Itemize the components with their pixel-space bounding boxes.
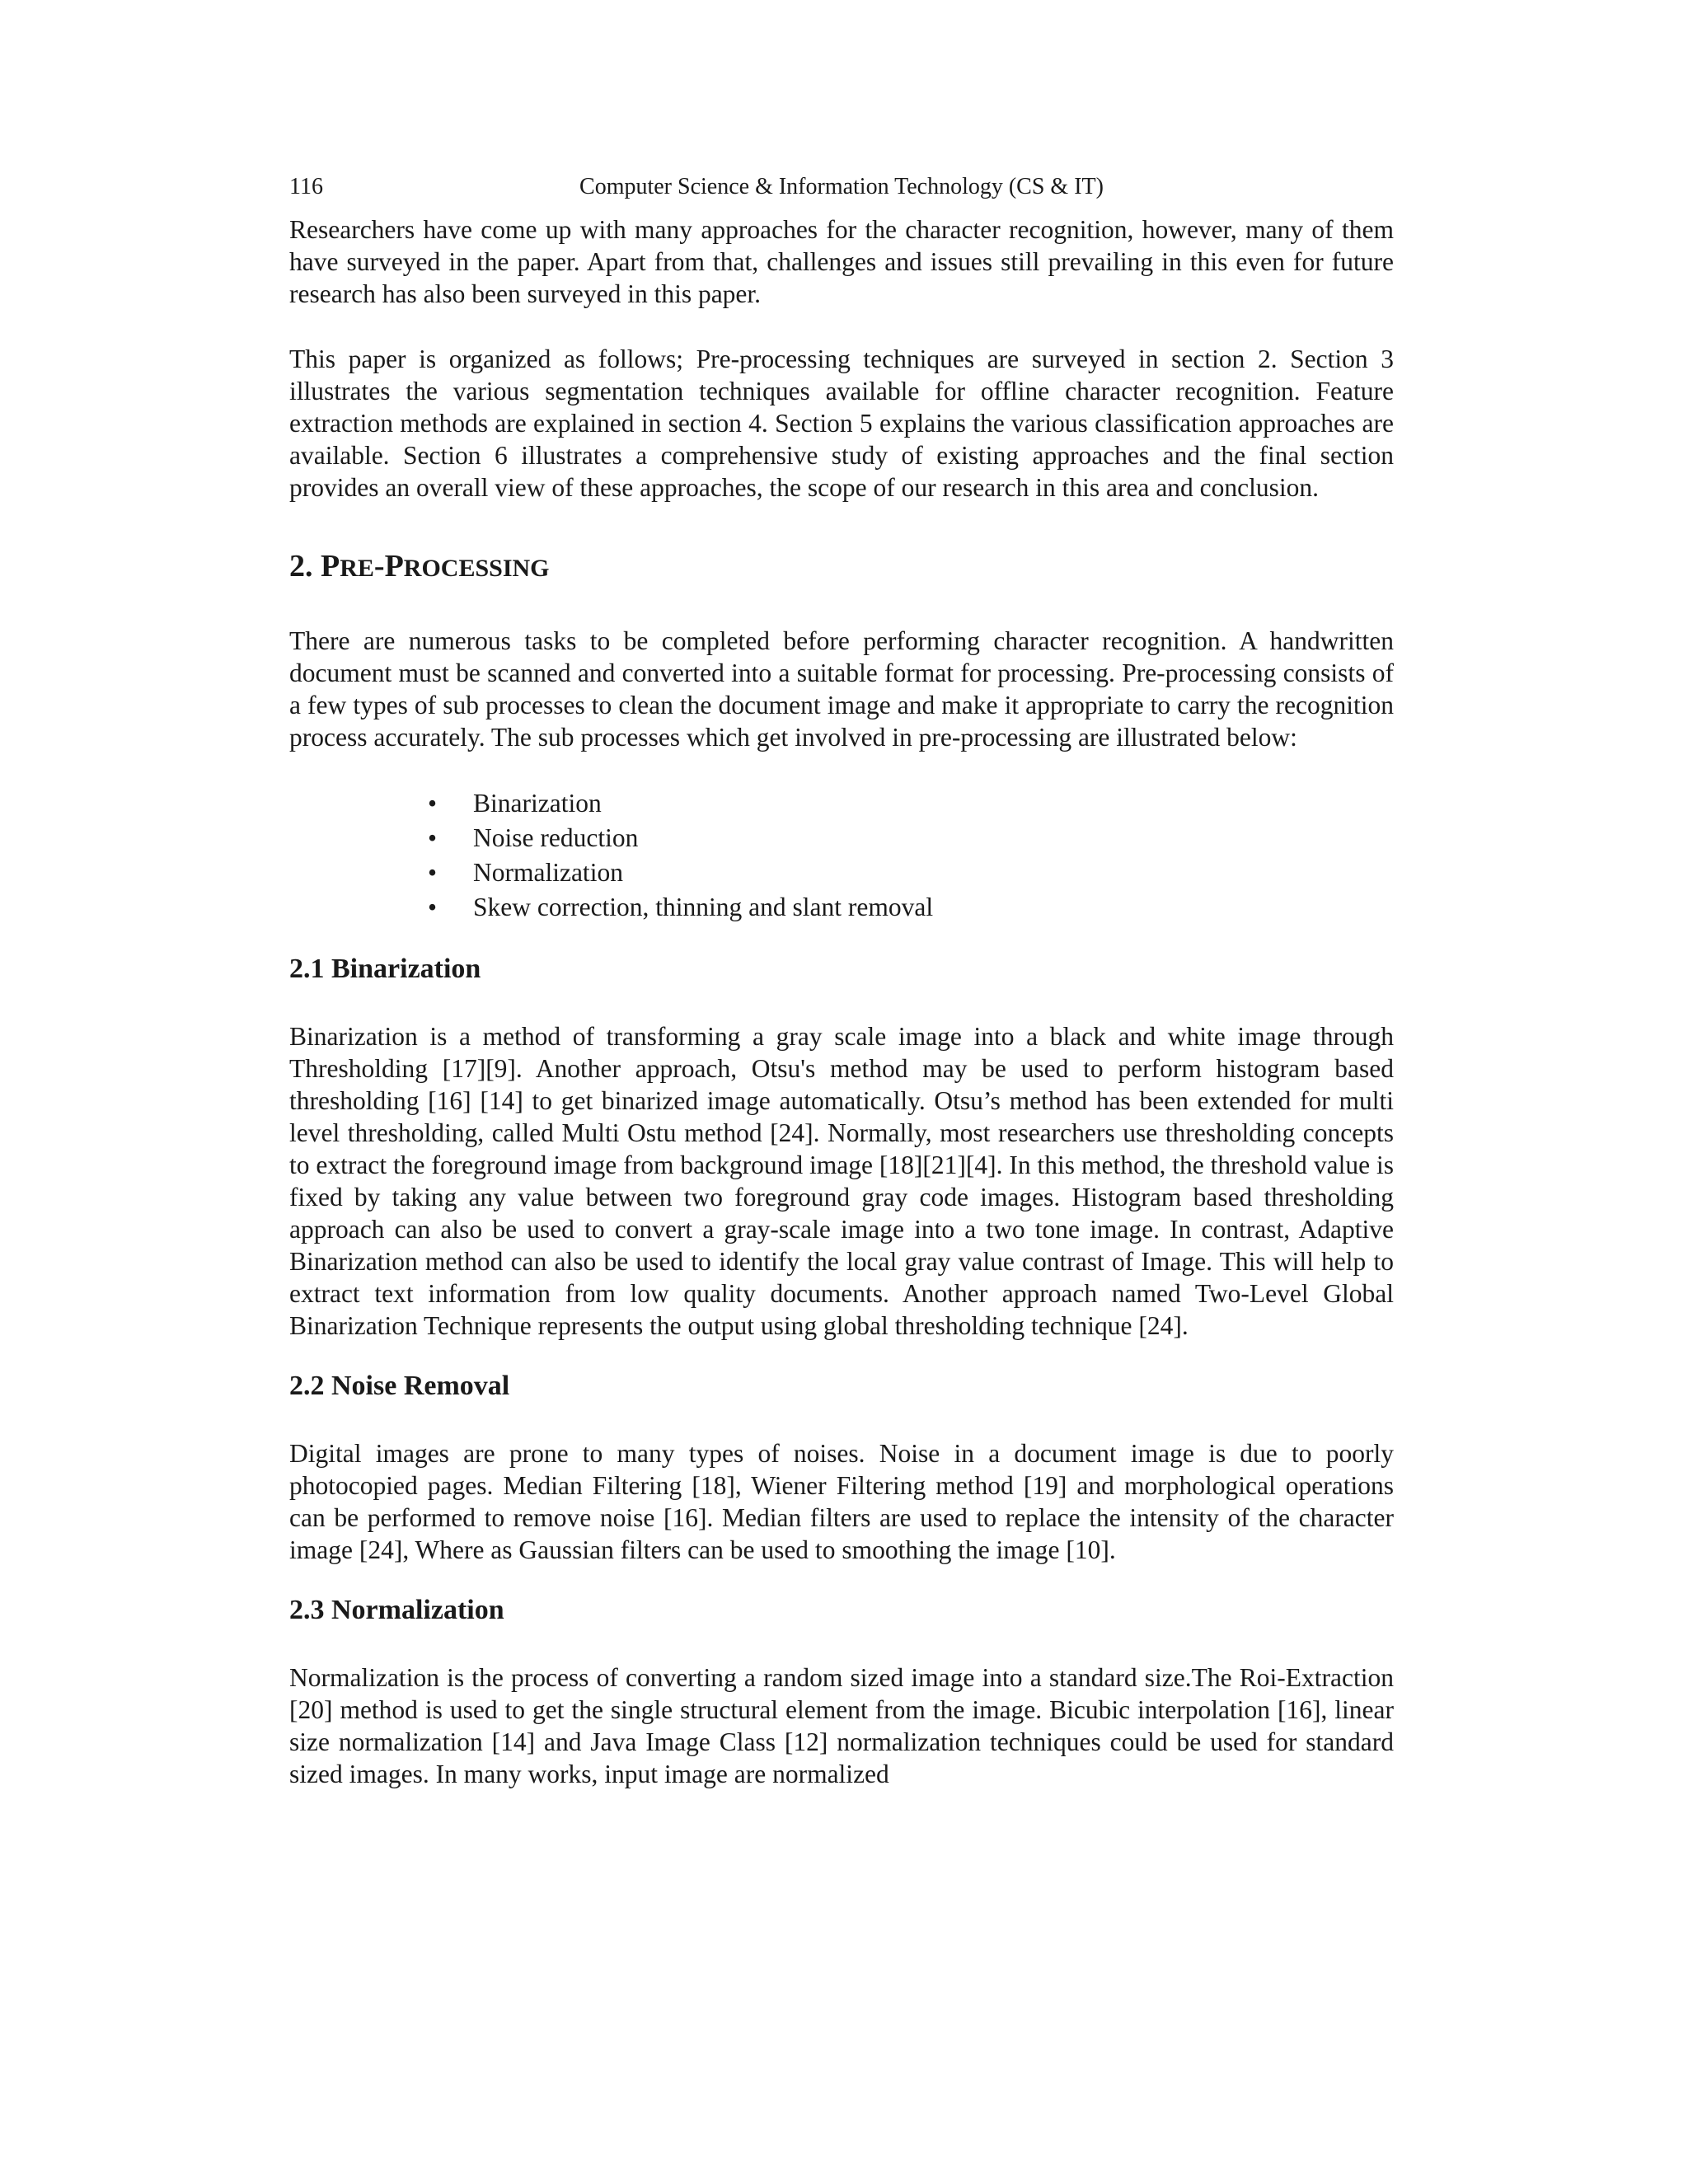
- bullet-icon: •: [428, 789, 438, 818]
- subsection-heading-normalization: 2.3 Normalization: [289, 1595, 504, 1625]
- normalization-paragraph: Normalization is the process of converting a random sized image into a standard size.The Roi-Extraction [20] method is used to get the single structural element from the image. Bicubic interpolation [16], linear size normalization [14] and Java Image Class [12] normalization techniques could be used for standard sized images. In many works, input image are normalized: [289, 1663, 1394, 1788]
- document-page: [289, 169, 1394, 1790]
- list-item: • Noise reduction: [428, 821, 1394, 855]
- section-heading-pre-processing: 2. PRE-PROCESSING: [289, 549, 550, 583]
- running-header: [289, 169, 1394, 205]
- list-item: • Skew correction, thinning and slant removal: [428, 890, 1394, 925]
- pre-processing-steps-list: [289, 786, 1394, 925]
- intro-paragraph-2: This paper is organized as follows; Pre-processing techniques are surveyed in section 2. Section 3 illustrates the various segmentation techniques available for offline character recognition. Feature extraction methods are explained in section 4. Section 5 explains the various classification approaches are available. Section 6 illustrates a comprehensive study of existing approaches and the final section provides an overall view of these approaches, the scope of our research in this area and conclusion.: [289, 344, 1394, 502]
- pre-processing-paragraph: There are numerous tasks to be completed before performing character recognition. A handwritten document must be scanned and converted into a suitable format for processing. Pre-processing consists of a few types of sub processes to clean the document image and make it appropriate to carry the recognition process accurately. The sub processes which get involved in pre-processing are illustrated below:: [289, 626, 1394, 752]
- bullet-icon: •: [428, 858, 438, 887]
- page-number: 116: [289, 174, 323, 199]
- list-item: • Normalization: [428, 855, 1394, 890]
- binarization-paragraph: Binarization is a method of transforming a gray scale image into a black and white image through Thresholding [17][9]. Another approach, Otsu's method may be used to perform histogram based thresholding [16] [14] to get binarized image automatically. Otsu’s method has been extended for multi level thresholding, called Multi Ostu method [24]. Normally, most researchers use thresholding concepts to extract the foreground image from background image [18][21][4]. In this method, the threshold value is fixed by taking any value between two foreground gray code images. Histogram based thresholding approach can also be used to convert a gray-scale image into a two tone image. In contrast, Adaptive Binarization method can also be used to identify the local gray value contrast of Image. This will help to extract text information from low quality documents. Another approach named Two-Level Global Binarization Technique represents the output using global thresholding technique [24].: [289, 1022, 1394, 1340]
- subsection-heading-noise-removal: 2.2 Noise Removal: [289, 1371, 510, 1401]
- bullet-icon: •: [428, 823, 438, 852]
- bullet-icon: •: [428, 893, 438, 921]
- section-number: 2.: [289, 549, 313, 583]
- noise-removal-paragraph: Digital images are prone to many types of noises. Noise in a document image is due to poorly photocopied pages. Median Filtering [18], Wiener Filtering method [19] and morphological operations can be performed to remove noise [16]. Median filters are used to replace the intensity of the character image [24], Where as Gaussian filters can be used to smoothing the image [10].: [289, 1439, 1394, 1564]
- list-item: • Binarization: [428, 786, 1394, 821]
- journal-title: Computer Science & Information Technology (CS & IT): [579, 174, 1104, 199]
- intro-paragraph-1: Researchers have come up with many approaches for the character recognition, however, many of them have surveyed in the paper. Apart from that, challenges and issues still prevailing in this even for future research has also been surveyed in this paper.: [289, 215, 1394, 308]
- subsection-heading-binarization: 2.1 Binarization: [289, 954, 481, 984]
